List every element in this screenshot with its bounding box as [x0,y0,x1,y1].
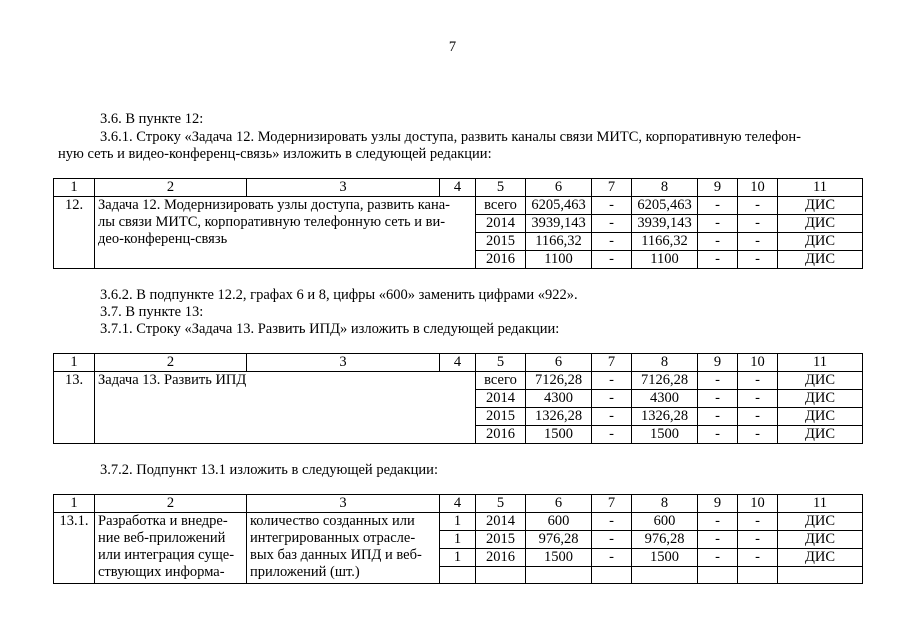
value-cell: - [698,513,738,531]
year-cell: всего [476,372,526,390]
value-cell: - [738,233,778,251]
executor-cell: ДИС [778,531,863,549]
header-cell: 2 [95,354,247,372]
task-description: Задача 13. Развить ИПД [95,372,476,444]
executor-cell: ДИС [778,251,863,269]
empty-cell [592,567,632,584]
header-cell: 7 [592,179,632,197]
header-cell: 10 [738,179,778,197]
header-cell: 6 [526,179,592,197]
measure-line: или интеграция суще- [98,547,235,563]
value-cell: 7126,28 [526,372,592,390]
table-header-row [54,179,863,197]
measure-line: Разработка и внедре- [98,513,228,529]
indicator-line: количество созданных или [250,513,415,529]
value-cell: 1326,28 [526,408,592,426]
value-cell: - [698,251,738,269]
value-cell: 1500 [526,426,592,444]
section-3-6-2: 3.6.2. В подпункте 12.2, графах 6 и 8, цифры «600» заменить цифрами «922». [100,287,578,303]
value-cell: - [592,215,632,233]
table-task-13 [53,353,863,444]
indicator-line: интегрированных отрасле- [250,530,416,546]
value-cell: 1500 [526,549,592,567]
header-cell: 11 [778,354,863,372]
header-cell: 2 [95,495,247,513]
header-cell: 10 [738,354,778,372]
value-cell: - [698,549,738,567]
value-cell: - [698,372,738,390]
value-cell: - [738,549,778,567]
value-cell: 3939,143 [632,215,698,233]
task-description [95,197,476,269]
task-line: лы связи МИТС, корпоративную телефонную сеть и ви- [98,214,446,230]
table-header-row [54,495,863,513]
task-line: део-конференц-связь [98,231,228,247]
header-cell: 4 [440,495,476,513]
value-cell: - [738,390,778,408]
header-cell: 4 [440,179,476,197]
header-cell: 3 [247,354,440,372]
header-cell: 3 [247,495,440,513]
header-cell: 1 [54,179,95,197]
header-cell: 5 [476,354,526,372]
value-cell: 976,28 [526,531,592,549]
value-cell: 1166,32 [632,233,698,251]
header-cell: 7 [592,354,632,372]
table-row [54,513,863,531]
executor-cell: ДИС [778,233,863,251]
value-cell: - [698,197,738,215]
value-cell: - [698,233,738,251]
header-cell: 8 [632,179,698,197]
empty-cell [698,567,738,584]
table-header-row [54,354,863,372]
value-cell: 6205,463 [632,197,698,215]
task-line: Задача 12. Модернизировать узлы доступа, развить кана- [98,197,450,213]
header-cell: 6 [526,354,592,372]
value-cell: - [592,549,632,567]
value-cell: - [698,426,738,444]
value-cell: 7126,28 [632,372,698,390]
value-cell: - [592,251,632,269]
empty-cell [738,567,778,584]
empty-cell [440,567,476,584]
value-cell: - [698,531,738,549]
table-row [54,197,863,215]
value-cell: - [738,513,778,531]
value-cell: 1326,28 [632,408,698,426]
header-cell: 8 [632,354,698,372]
section-3-6-1-line1: 3.6.1. Строку «Задача 12. Модернизировать узлы доступа, развить каналы связи МИТС, корпоративную телефон- [100,129,802,145]
year-cell: 2016 [476,251,526,269]
measure-line: ние веб-приложений [98,530,226,546]
value-cell: 3939,143 [526,215,592,233]
value-cell: - [592,197,632,215]
section-3-6-heading: 3.6. В пункте 12: [100,111,204,127]
value-cell: 4300 [632,390,698,408]
year-cell: 2016 [476,426,526,444]
executor-cell: ДИС [778,426,863,444]
header-cell: 1 [54,495,95,513]
header-cell: 9 [698,354,738,372]
year-cell: 2016 [476,549,526,567]
year-cell: 2015 [476,233,526,251]
empty-cell [632,567,698,584]
header-cell: 2 [95,179,247,197]
value-cell: - [592,426,632,444]
header-cell: 3 [247,179,440,197]
row-number: 12. [54,197,95,269]
value-cell: 1500 [632,549,698,567]
executor-cell: ДИС [778,197,863,215]
executor-cell: ДИС [778,372,863,390]
header-cell: 9 [698,495,738,513]
value-cell: - [738,426,778,444]
value-cell: 600 [526,513,592,531]
value-cell: - [738,372,778,390]
indicator-value-cell: 1 [440,531,476,549]
executor-cell: ДИС [778,408,863,426]
header-cell: 6 [526,495,592,513]
year-cell: всего [476,197,526,215]
header-cell: 7 [592,495,632,513]
indicator-line: вых баз данных ИПД и веб- [250,547,422,563]
header-cell: 5 [476,179,526,197]
row-number: 13. [54,372,95,444]
value-cell: - [698,408,738,426]
header-cell: 10 [738,495,778,513]
empty-cell [476,567,526,584]
executor-cell: ДИС [778,390,863,408]
value-cell: 1500 [632,426,698,444]
year-cell: 2014 [476,513,526,531]
value-cell: - [592,531,632,549]
value-cell: - [698,215,738,233]
value-cell: 4300 [526,390,592,408]
value-cell: - [592,513,632,531]
executor-cell: ДИС [778,513,863,531]
section-3-7-heading: 3.7. В пункте 13: [100,304,204,320]
year-cell: 2015 [476,408,526,426]
section-3-6-1-line2: ную сеть и видео-конференц-связь» изложить в следующей редакции: [58,146,492,162]
header-cell: 11 [778,179,863,197]
value-cell: 1166,32 [526,233,592,251]
value-cell: 6205,463 [526,197,592,215]
value-cell: - [592,372,632,390]
value-cell: - [592,233,632,251]
measure-line: ствующих информа- [98,564,225,580]
header-cell: 1 [54,354,95,372]
value-cell: - [738,251,778,269]
value-cell: - [698,390,738,408]
year-cell: 2014 [476,215,526,233]
indicator-value-cell: 1 [440,513,476,531]
section-3-7-2: 3.7.2. Подпункт 13.1 изложить в следующей редакции: [100,462,438,478]
empty-cell [778,567,863,584]
year-cell: 2015 [476,531,526,549]
empty-cell [526,567,592,584]
value-cell: 1100 [526,251,592,269]
indicator-value-cell: 1 [440,549,476,567]
value-cell: 1100 [632,251,698,269]
header-cell: 9 [698,179,738,197]
header-cell: 4 [440,354,476,372]
executor-cell: ДИС [778,549,863,567]
value-cell: 976,28 [632,531,698,549]
value-cell: - [592,408,632,426]
page-number: 7 [448,39,457,55]
table-row [54,372,863,390]
measure-description [95,513,247,584]
value-cell: - [592,390,632,408]
table-subtask-13-1 [53,494,863,584]
header-cell: 11 [778,495,863,513]
value-cell: - [738,215,778,233]
executor-cell: ДИС [778,215,863,233]
value-cell: - [738,531,778,549]
header-cell: 5 [476,495,526,513]
value-cell: - [738,408,778,426]
year-cell: 2014 [476,390,526,408]
section-3-7-1: 3.7.1. Строку «Задача 13. Развить ИПД» изложить в следующей редакции: [100,321,560,337]
table-task-12 [53,178,863,269]
row-number: 13.1. [54,513,95,584]
value-cell: - [738,197,778,215]
value-cell: 600 [632,513,698,531]
indicator-description [247,513,440,584]
indicator-line: приложений (шт.) [250,564,360,580]
header-cell: 8 [632,495,698,513]
